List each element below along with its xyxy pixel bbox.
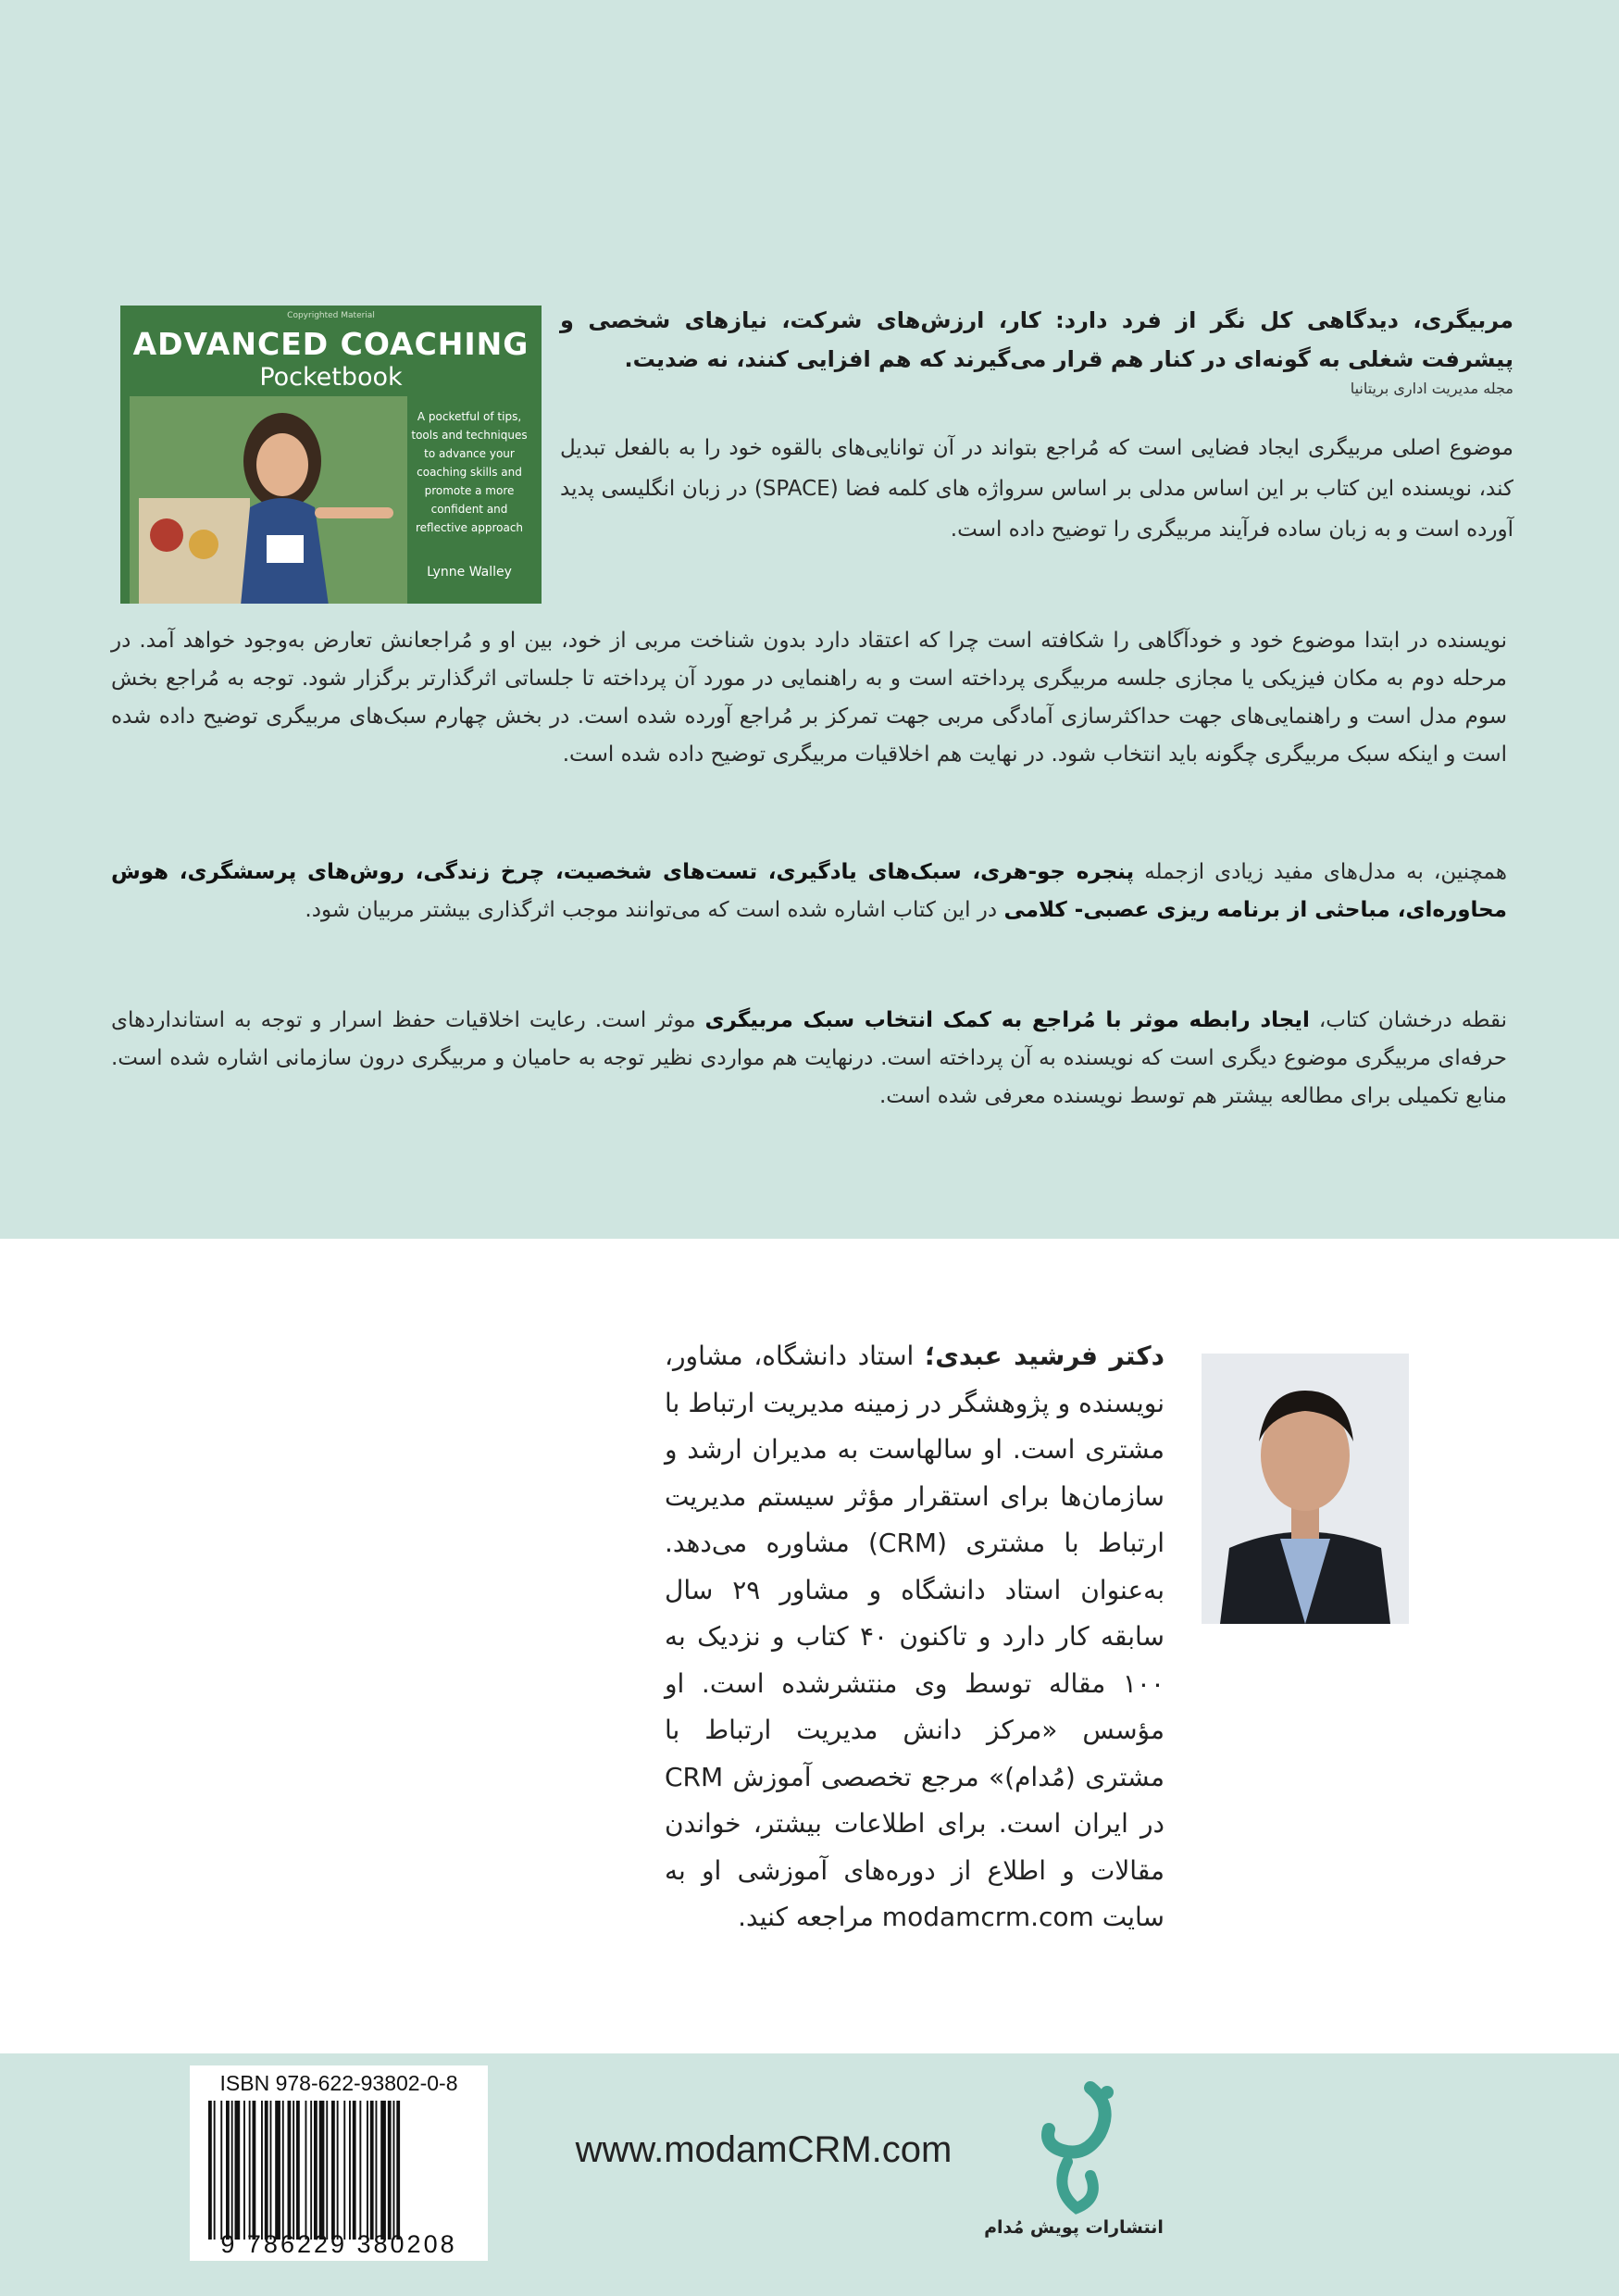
barcode-bar	[235, 2101, 241, 2240]
author-photo	[1202, 1354, 1409, 1624]
barcode-bar	[331, 2101, 335, 2240]
author-bio	[665, 1333, 1164, 1941]
p4-text-c: موثر است. رعایت اخلاقیات حفظ اسرار و توجه به استانداردهای حرفه‌ای مربیگری موضوع دیگری است که نویسنده به آن پرداخته است. درنهایت هم مواردی نظیر توجه به حامیان و مربیگری درون سازمانی اشاره شده است. منابع تکمیلی برای مطالعه بیشتر هم توسط نویسنده معرفی شده است.	[111, 1008, 1507, 1108]
author-portrait	[1202, 1354, 1409, 1624]
barcode-bar	[376, 2101, 378, 2240]
cover-author: Lynne Walley	[427, 565, 512, 580]
quote-source: مجله مدیریت اداری بریتانیا	[1350, 380, 1513, 397]
description-paragraph-1: موضوع اصلی مربیگری ایجاد فضایی است که مُراجع بتواند در آن توانایی‌های بالقوه خود را به بالفعل تبدیل کند، نویسنده این کتاب بر این اساس مدلی بر اساس سرواژه های کلمه فضا (SPACE) در زبان انگلیسی پدید آورده است و به زبان ساده فرآیند مربیگری را توضیح داده است.	[560, 436, 1513, 542]
barcode-bar	[326, 2101, 328, 2240]
p3-text-c: در این کتاب اشاره شده است که می‌توانند موجب اثرگذاری بیشتر مربیان شود.	[305, 898, 1004, 922]
barcode-bar	[388, 2101, 392, 2240]
cover-subtitle: Pocketbook	[259, 363, 403, 392]
author-bio-text: استاد دانشگاه، مشاور، نویسنده و پژوهشگر در زمینه مدیریت ارتباط با مشتری است. او سالهاست به مدیران ارشد و سازمان‌ها برای استقرار مؤثر سیستم مدیریت ارتباط با مشتری (CRM) مشاوره می‌دهد. به‌عنوان استاد دانشگاه و مشاور ۲۹ سال سابقه کار دارد و تاکنون ۴۰ کتاب و نزدیک به ۱۰۰ مقاله توسط وی منتشرشده است. او مؤسس «مرکز دانش مدیریت ارتباط با مشتری (مُدام)» مرجع تخصصی آموزش CRM در ایران است. برای اطلاعات بیشتر، خواندن مقالات و اطلاع از دوره‌های آموزشی او به سایت modamcrm.com مراجعه کنید.	[665, 1341, 1164, 1932]
barcode-bar	[265, 2101, 268, 2240]
description-paragraph-3	[111, 854, 1507, 930]
barcode-bar	[231, 2101, 233, 2240]
barcode-bar	[370, 2101, 374, 2240]
barcode-bar	[270, 2101, 272, 2240]
barcode-bar	[243, 2101, 245, 2240]
barcode-bar	[314, 2101, 318, 2240]
barcode-bar	[396, 2101, 400, 2240]
barcode	[208, 2101, 477, 2240]
review-quote: مربیگری، دیدگاهی کل نگر از فرد دارد: کار، ارزش‌های شرکت، نیازهای شخصی و پیشرفت شغلی به گونه‌ای در کنار هم قرار می‌گیرند که هم افزایی کنند، نه ضدیت.	[560, 307, 1513, 372]
barcode-number: 9 786229 380208	[220, 2230, 457, 2258]
barcode-bar	[310, 2101, 312, 2240]
p4-highlight: ایجاد رابطه موثر با مُراجع به کمک انتخاب سبک مربیگری	[704, 1008, 1310, 1032]
barcode-bar	[261, 2101, 263, 2240]
book-cover-image	[120, 306, 542, 604]
barcode-bar	[293, 2101, 294, 2240]
isbn-text: ISBN 978-622-93802-0-8	[219, 2071, 458, 2095]
barcode-bar	[253, 2101, 256, 2240]
cover-title: ADVANCED COACHING	[132, 326, 529, 362]
cover-tagline: A pocketful of tips, tools and techniques to advance your coaching skills and promote a more confident and reflective approach	[411, 410, 528, 534]
barcode-bar	[367, 2101, 368, 2240]
barcode-bar	[275, 2101, 280, 2240]
website-url: www.modamCRM.com	[575, 2129, 953, 2170]
barcode-bar	[343, 2101, 345, 2240]
barcode-bar	[305, 2101, 307, 2240]
barcode-box	[190, 2065, 488, 2261]
barcode-bar	[359, 2101, 361, 2240]
barcode-bar	[337, 2101, 339, 2240]
barcode-bar	[220, 2101, 222, 2240]
barcode-bar	[208, 2101, 212, 2240]
barcode-bar	[349, 2101, 351, 2240]
publisher-name: انتشارات پویش مُدام	[984, 2217, 1164, 2238]
barcode-bar	[282, 2101, 284, 2240]
description-paragraph-4	[111, 1002, 1507, 1116]
author-name: دکتر فرشید عبدی؛	[925, 1341, 1165, 1371]
publisher-logo-icon	[1026, 2078, 1127, 2217]
barcode-bar	[296, 2101, 300, 2240]
description-paragraph-2: نویسنده در ابتدا موضوع خود و خودآگاهی را شکافته است چرا که اعتقاد دارد بدون شناخت مربی از خود، بین او و مُراجعانش تعارض به‌وجود خواهد آمد. در مرحله دوم به مکان فیزیکی یا مجازی جلسه مربیگری پرداخته است و به راهنمایی در مورد آن پرداخته تا جلساتی اثرگذارتر برگزار شود. توجه به مُراجع بخش سوم مدل است و راهنمایی‌های جهت حداکثرسازی آمادگی مربی جهت تمرکز بر مُراجع آورده شده است. در بخش چهارم سبک‌های مربیگری توضیح داده شده است و اینکه سبک مربیگری چگونه باید انتخاب شود. در نهایت هم اخلاقیات مربیگری توضیح داده شده است.	[111, 629, 1507, 767]
barcode-bar	[319, 2101, 325, 2240]
barcode-bar	[214, 2101, 216, 2240]
barcode-bar	[249, 2101, 251, 2240]
barcode-bar	[380, 2101, 386, 2240]
cover-copyright: Copyrighted Material	[287, 311, 375, 320]
coach-illustration	[130, 396, 407, 604]
p4-text-a: نقطه درخشان کتاب،	[1309, 1008, 1507, 1032]
barcode-bar	[288, 2101, 292, 2240]
p3-text-a: همچنین، به مدل‌های مفید زیادی ازجمله	[1134, 860, 1507, 884]
barcode-bar	[393, 2101, 395, 2240]
barcode-bar	[353, 2101, 356, 2240]
barcode-bar	[226, 2101, 230, 2240]
p3-highlight: پنجره جو-هری، سبک‌های یادگیری، تست‌های شخصیت، چرخ زندگی، روش‌های پرسشگری، هوش محاوره‌ای، مباحثی از برنامه ریزی عصبی- کلامی	[111, 860, 1507, 922]
